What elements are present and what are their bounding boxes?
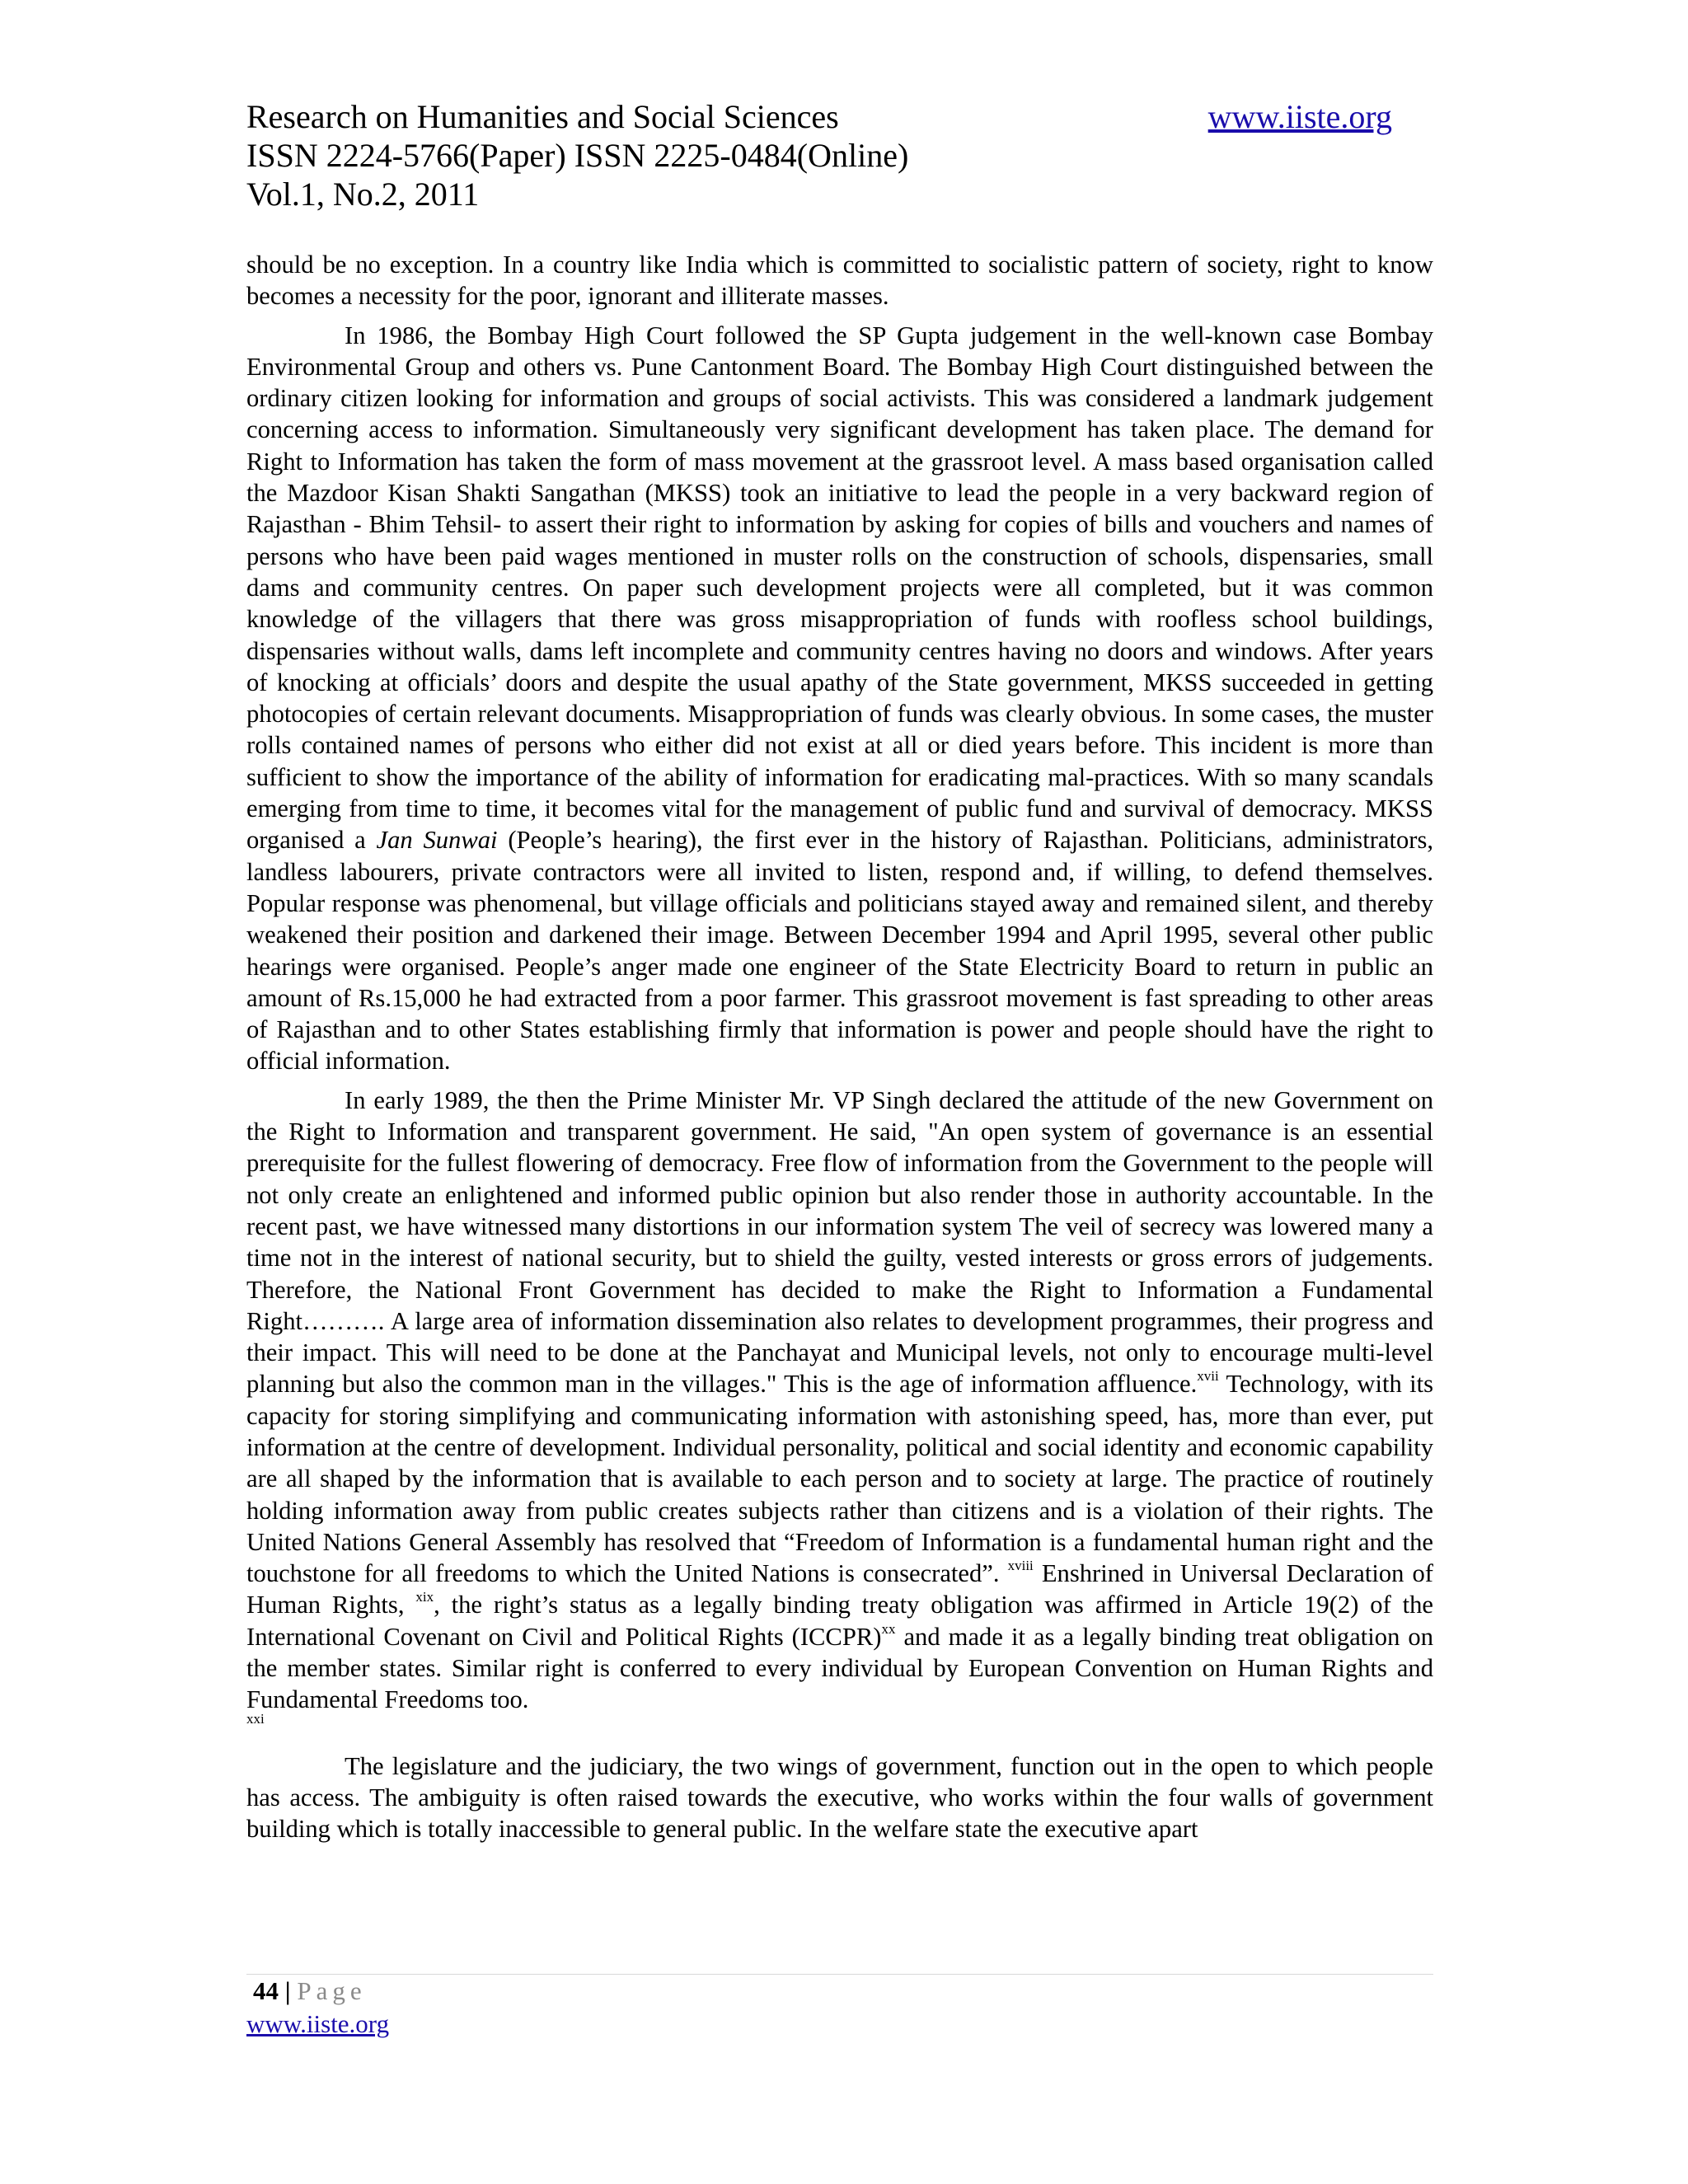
footnote-ref-xvii[interactable]: xvii: [1197, 1368, 1219, 1385]
footnote-ref-xx[interactable]: xx: [881, 1620, 896, 1637]
page-footer: [246, 1975, 389, 2041]
page-indicator: [246, 1975, 389, 2008]
paragraph-bombay-high-court: In 1986, the Bombay High Court followed the SP Gupta judgement in the well-known case Bombay Environmental Group and others vs. Pune Cantonment Board. The Bombay High Court distinguished between the ordinary citizen looking for information and groups of social activists. This was considered a landmark judgement concerning access to information. Simultaneously very significant development has taken place. The demand for Right to Information has taken the form of mass movement at the grassroot level. A mass based organisation called the Mazdoor Kisan Shakti Sangathan (MKSS) took an initiative to lead the people in a very backward region of Rajasthan - Bhim Tehsil- to assert their right to information by asking for copies of bills and vouchers and names of persons who have been paid wages mentioned in muster rolls on the construction of schools, dispensaries, small dams and community centres. On paper such development projects were all completed, but it was common knowledge of the villagers that there was gross misappropriation of funds with roofless school buildings, dispensaries without walls, dams left incomplete and community centres having no doors and windows. After years of knocking at officials’ doors and despite the usual apathy of the State government, MKSS succeeded in getting photocopies of certain relevant documents. Misappropriation of funds was clearly obvious. In some cases, the muster rolls contained names of persons who either did not exist at all or died years before. This incident is more than sufficient to show the importance of the ability of information for eradicating mal-practices. With so many scandals emerging from time to time, it becomes vital for the management of public fund and survival of democracy. MKSS organised a Jan Sunwai (People’s hearing), the first ever in the history of Rajasthan. Politicians, administrators, landless labourers, private contractors were all invited to listen, respond and, if willing, to defend themselves. Popular response was phenomenal, but village officials and politicians stayed away and remained silent, and thereby weakened their position and darkened their image. Between December 1994 and April 1995, several other public hearings were organised. People’s anger made one engineer of the State Electricity Board to return in public an amount of Rs.15,000 he had extracted from a poor farmer. This grassroot movement is fast spreading to other areas of Rajasthan and to other States establishing firmly that information is power and people should have the right to official information.: [246, 321, 1433, 1076]
journal-title: Research on Humanities and Social Sciences: [246, 98, 839, 135]
page-number: 44: [253, 1976, 279, 2005]
journal-issn: ISSN 2224-5766(Paper) ISSN 2225-0484(Online): [246, 137, 909, 174]
paragraph-continuation: should be no exception. In a country like India which is committed to socialistic pattern of society, right to know becomes a necessity for the poor, ignorant and illiterate masses.: [246, 251, 1433, 311]
footer-divider: [246, 1974, 1433, 1975]
footnote-ref-xix[interactable]: xix: [415, 1589, 434, 1605]
header-website-link[interactable]: www.iiste.org: [1207, 98, 1392, 135]
footer-website-link[interactable]: www.iiste.org: [246, 2009, 390, 2038]
footnote-ref-xxi[interactable]: xxi: [246, 1710, 265, 1727]
paragraph-legislature: The legislature and the judiciary, the two wings of government, function out in the open to which people has access. The ambiguity is often raised towards the executive, who works within the four walls of government building which is totally inaccessible to general public. In the welfare state the executive apart: [246, 1751, 1433, 1844]
article-body: [246, 249, 1433, 1853]
journal-header: [246, 97, 1392, 213]
footnote-ref-xviii[interactable]: xviii: [1007, 1558, 1034, 1574]
page-label: Page: [297, 1976, 367, 2005]
paragraph-vp-singh: In early 1989, the then the Prime Minister Mr. VP Singh declared the attitude of the new Government on the Right to Information and transparent government. He said, "An open system of governance is an essential prerequisite for the fullest flowering of democracy. Free flow of information from the Government to the people will not only create an enlightened and informed public opinion but also render those in authority accountable. In the recent past, we have witnessed many distortions in our information system The veil of secrecy was lowered many a time not in the interest of national security, but to shield the guilty, vested interests or gross errors of judgements. Therefore, the National Front Government has decided to make the Right to Information a Fundamental Right………. A large area of information dissemination also relates to development programmes, their progress and their impact. This will need to be done at the Panchayat and Municipal levels, not only to encourage multi-level planning but also the common man in the villages." This is the age of information affluence.$^{xvii}$ Technology, with its capacity for storing simplifying and communicating information with astonishing speed, has, more than ever, put information at the centre of development. Individual personality, political and social identity and economic capability are all shaped by the information that is available to each person and to society at large. The practice of routinely holding information away from public creates subjects rather than citizens and is a violation of their rights. The United Nations General Assembly has resolved that “Freedom of Information is a fundamental human right and the touchstone for all freedoms to which the United Nations is consecrated”. $^{xviii}$ Enshrined in Universal Declaration of Human Rights, $^{xix}$, the right’s status as a legally binding treaty obligation was affirmed in Article 19(2) of the International Covenant on Civil and Political Rights (ICCPR)$^{xx}$ and made it as a legally binding treat obligation on the member states. Similar right is conferred to every individual by European Convention on Human Rights and Fundamental Freedoms too.: [246, 1085, 1434, 1714]
page-separator: |: [284, 1976, 291, 2005]
journal-volume: Vol.1, No.2, 2011: [246, 176, 480, 213]
jan-sunwai-term: Jan Sunwai: [376, 826, 498, 855]
